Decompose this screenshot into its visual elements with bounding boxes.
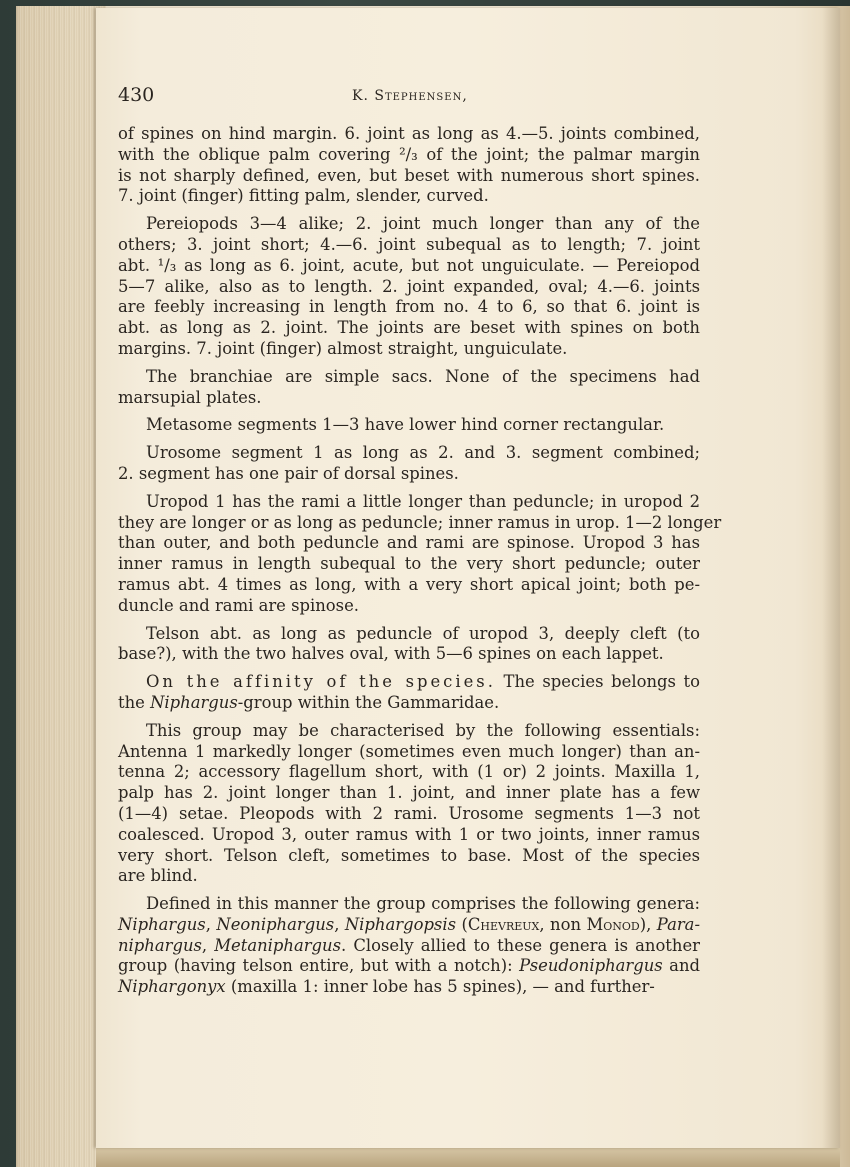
text-line: base?), with the two halves oval, with 5—6 spines on each lappet. — [118, 644, 664, 664]
paragraph — [118, 672, 700, 714]
paragraph — [118, 491, 722, 617]
paragraph — [118, 721, 700, 887]
body-text — [118, 124, 722, 1005]
spine-shadow — [822, 8, 840, 1148]
text-line: Urosome segment 1 as long as 2. and 3. segment combined; — [146, 443, 700, 463]
text-line: margins. 7. joint (finger) almost straight, unguiculate. — [118, 338, 568, 358]
text-line: 5—7 alike, also as to length. 2. joint expanded, oval; 4.—6. joints — [118, 276, 700, 296]
text-line: Antenna 1 markedly longer (sometimes even much longer) than an- — [118, 741, 700, 761]
paragraph — [118, 415, 700, 436]
book-bottom-edge — [96, 1146, 840, 1167]
text-line: than outer, and both peduncle and rami are spinose. Uropod 3 has — [118, 533, 700, 553]
text-line: niphargus, Metaniphargus. Closely allied to these genera is another — [118, 935, 700, 955]
page-number: 430 — [118, 84, 155, 106]
text-line: Pereiopods 3—4 alike; 2. joint much longer than any of the — [146, 214, 700, 234]
text-line: they are longer or as long as peduncle; inner ramus in urop. 1—2 longer — [118, 512, 722, 532]
text-line: Uropod 1 has the rami a little longer than peduncle; in uropod 2 — [146, 491, 700, 511]
text-line: abt. as long as 2. joint. The joints are beset with spines on both — [118, 318, 700, 338]
text-line: very short. Telson cleft, sometimes to base. Most of the species — [118, 845, 700, 865]
text-line: abt. ¹/₃ as long as 6. joint, acute, but not unguiculate. — Pereiopod — [118, 255, 700, 275]
text-line: group (having telson entire, but with a notch): Pseudoniphargus and — [118, 956, 701, 976]
text-line: 7. joint (finger) fitting palm, slender, curved. — [118, 186, 489, 206]
text-line: coalesced. Uropod 3, outer ramus with 1 or two joints, inner ramus — [118, 824, 700, 844]
text-line: On the affinity of the species. The species belongs to — [146, 672, 700, 692]
text-line: of spines on hind margin. 6. joint as long as 4.—5. joints combined, — [118, 124, 700, 143]
text-line: is not sharply defined, even, but beset with numerous short spines. — [118, 165, 700, 185]
text-line: the Niphargus-group within the Gammaridae. — [118, 692, 500, 712]
text-line: The branchiae are simple sacs. None of the specimens had — [146, 366, 700, 386]
text-line: marsupial plates. — [118, 387, 262, 407]
text-line: tenna 2; accessory flagellum short, with (1 or) 2 joints. Maxilla 1, — [118, 762, 700, 782]
text-line: are feebly increasing in length from no. 4 to 6, so that 6. joint is — [118, 297, 700, 317]
page-edges — [16, 6, 106, 1167]
text-line: others; 3. joint short; 4.—6. joint subequal as to length; 7. joint — [118, 234, 700, 254]
text-line: Niphargus, Neoniphargus, Niphargopsis (Chevreux, non Monod), Para- — [118, 914, 700, 934]
text-line: are blind. — [118, 866, 198, 886]
paragraph — [118, 624, 700, 666]
text-line: ramus abt. 4 times as long, with a very short apical joint; both pe- — [118, 574, 700, 594]
paragraph — [118, 367, 700, 409]
paragraph — [118, 124, 700, 207]
page-header — [118, 84, 698, 114]
text-line: Metasome segments 1—3 have lower hind corner rectangular. — [146, 415, 665, 435]
text-line: This group may be characterised by the following essentials: — [146, 720, 700, 740]
text-line: with the oblique palm covering ²/₃ of the joint; the palmar margin — [118, 144, 700, 164]
text-line: duncle and rami are spinose. — [118, 595, 359, 615]
text-line: Niphargonyx (maxilla 1: inner lobe has 5 spines), — and further- — [118, 977, 655, 997]
text-line: (1—4) setae. Pleopods with 2 rami. Urosome segments 1—3 not — [118, 803, 700, 823]
text-line: 2. segment has one pair of dorsal spines. — [118, 463, 459, 483]
text-line: palp has 2. joint longer than 1. joint, and inner plate has a few — [118, 783, 700, 803]
paragraph — [118, 894, 700, 998]
text-line: inner ramus in length subequal to the very short peduncle; outer — [118, 554, 700, 574]
paragraph — [118, 214, 700, 360]
text-line: Telson abt. as long as peduncle of uropod 3, deeply cleft (to — [146, 623, 700, 643]
running-head: K. Stephensen, — [352, 88, 468, 104]
text-line: Defined in this manner the group comprises the following genera: — [146, 894, 700, 914]
paragraph — [118, 443, 700, 485]
